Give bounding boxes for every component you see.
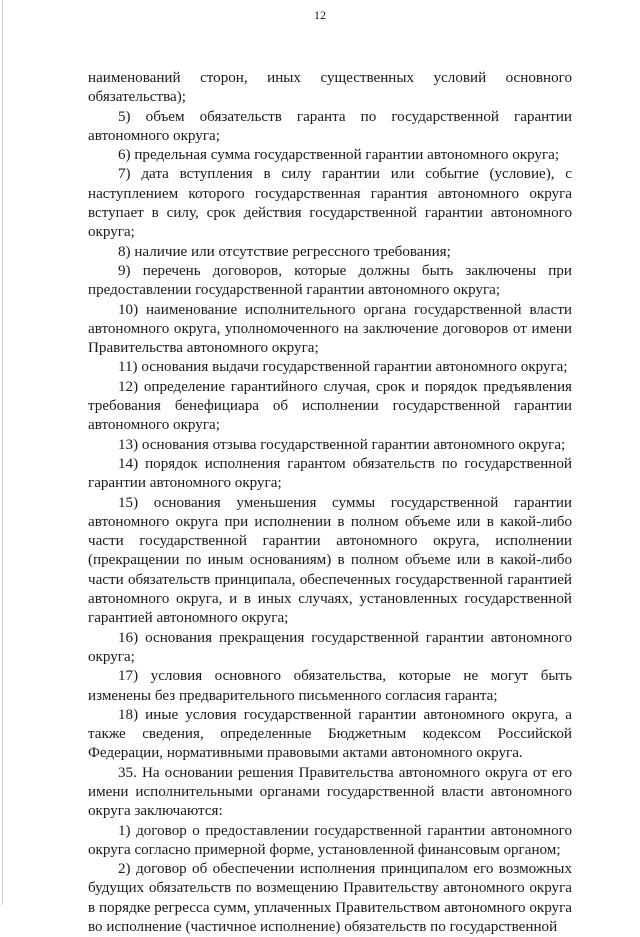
list-item-17: 17) условия основного обязательства, которые не могут быть изменены без предварительного письменного согласия гаранта; [88, 668, 572, 704]
paragraph-continuation: наименований сторон, иных существенных условий основного обязательства); [88, 70, 572, 106]
list-item-10: 10) наименование исполнительного органа государственной власти автономного округа, уполномоченного на заключение договоров от имени Правительства автономного округа; [88, 301, 572, 357]
list-item-8: 8) наличие или отсутствие регрессного требования; [118, 243, 451, 260]
list-item-15: 15) основания уменьшения суммы государственной гарантии автономного округа при исполнении в полном объеме или в какой-либо части государственной гарантии автономного округа, исполнении (прекращении по иным основаниям) в полном объеме или в какой-либо части обязательств принципала, обеспеченных государственной гарантией автономного округа, и в иных случаях, установленных государственной гарантией автономного округа; [88, 494, 572, 627]
list-item-11: 11) основания выдачи государственной гарантии автономного округа; [118, 359, 568, 376]
list-item-12: 12) определение гарантийного случая, срок и порядок предъявления требования бенефициара об исполнении государственной гарантии автономного округа; [88, 378, 572, 434]
list-item-18: 18) иные условия государственной гарантии автономного округа, а также сведения, определенные Бюджетным кодексом Российской Федерации, нормативными правовыми актами автономного округа. [88, 706, 572, 762]
page-number: 12 [314, 8, 326, 22]
section-35-item-2: 2) договор об обеспечении исполнения принципалом его возможных будущих обязательств по возмещению Правительству автономного округа в порядке регресса сумм, уплаченных Правительством автономного округа во исполнение (частичное исполнение) обязательств по государственной [88, 861, 572, 936]
list-item-6: 6) предельная сумма государственной гарантии автономного округа; [118, 147, 560, 164]
list-item-14: 14) порядок исполнения гарантом обязательств по государственной гарантии автономного округа; [88, 455, 572, 492]
section-35-item-1: 1) договор о предоставлении государственной гарантии автономного округа согласно примерной форме, установленной финансовым органом; [88, 822, 572, 858]
document-body [88, 69, 572, 937]
list-item-13: 13) основания отзыва государственной гарантии автономного округа; [118, 436, 566, 453]
section-35: 35. На основании решения Правительства автономного округа от его имени исполнительными органами государственной власти автономного округа заключаются: [88, 764, 572, 820]
scan-edge-line [2, 0, 3, 905]
list-item-16: 16) основания прекращения государственной гарантии автономного округа; [88, 629, 572, 665]
list-item-9: 9) перечень договоров, которые должны быть заключены при предоставлении государственной гарантии автономного округа; [88, 262, 572, 299]
list-item-5: 5) объем обязательств гаранта по государственной гарантии автономного округа; [88, 108, 572, 144]
list-item-7: 7) дата вступления в силу гарантии или событие (условие), с наступлением которого государственная гарантия автономного округа вступает в силу, срок действия государственной гарантии автономного округа; [88, 166, 572, 241]
